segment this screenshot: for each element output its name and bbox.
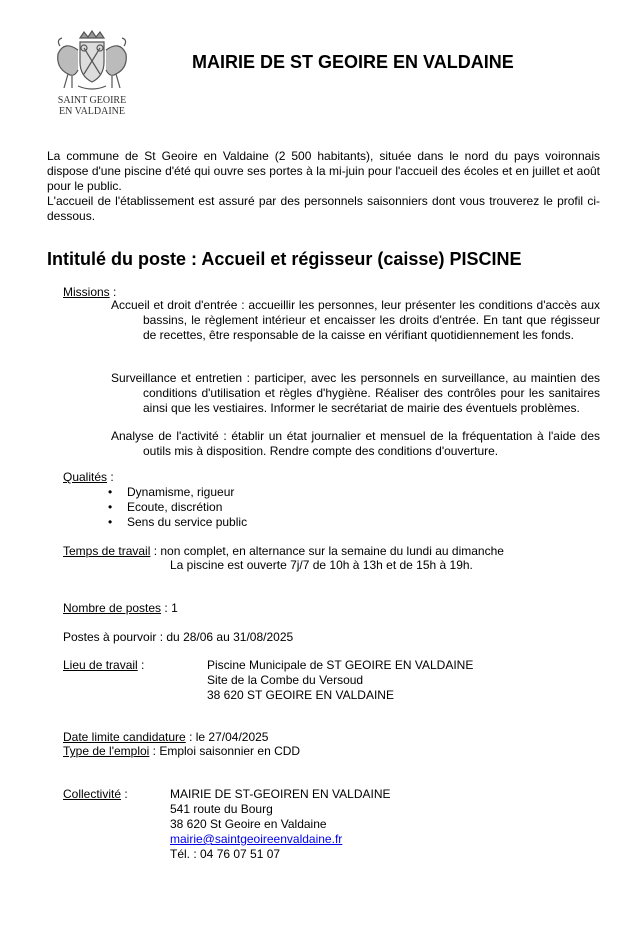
- list-item: • Sens du service public: [108, 515, 247, 530]
- postes-a-pourvoir: Postes à pourvoir : du 28/06 au 31/08/2025: [63, 630, 294, 644]
- collectivite-label-text: Collectivité: [63, 787, 122, 801]
- logo-line-2: EN VALDAINE: [58, 106, 125, 117]
- lieu-line-3: 38 620 ST GEOIRE EN VALDAINE: [207, 688, 394, 702]
- logo-line-1: SAINT GEOIRE: [57, 95, 127, 106]
- lieu-line-2: Site de la Combe du Versoud: [207, 673, 364, 687]
- nombre-value: : 1: [161, 601, 178, 615]
- lieu-label-text: Lieu de travail: [63, 658, 138, 672]
- missions-label: [63, 285, 116, 300]
- type-emploi: [63, 744, 300, 759]
- email-link[interactable]: mairie@saintgeoireenvaldaine.fr: [170, 832, 343, 846]
- lieu-label-sep: :: [137, 658, 145, 672]
- collectivite-tel: Tél. : 04 76 07 51 07: [170, 847, 281, 861]
- collectivite-addr-2: 38 620 St Geoire en Valdaine: [170, 817, 327, 831]
- type-emploi-value: : Emploi saisonnier en CDD: [149, 744, 301, 758]
- intro-paragraph-2: L'accueil de l'établissement est assuré par des personnels saisonniers dont vous trouverez le profil ci-dessous.: [47, 194, 600, 223]
- temps-value: : non complet, en alternance sur la semaine du lundi au dimanche: [150, 544, 504, 558]
- nombre-postes: [63, 601, 178, 616]
- lieu-label: [63, 658, 144, 673]
- collectivite-addr-1: 541 route du Bourg: [170, 802, 273, 816]
- collectivite-block: [170, 787, 391, 862]
- logo-text: [52, 95, 132, 117]
- mission-item-analyse: Analyse de l'activité : établir un état journalier et mensuel de la fréquentation à l'aide des outils mis à disposition. Rendre compte des conditions d'ouverture.: [111, 429, 600, 458]
- intro-paragraph-1: La commune de St Geoire en Valdaine (2 500 habitants), située dans le nord du pays voironnais dispose d'une piscine d'été qui ouvre ses portes à la mi-juin pour l'accueil des écoles et en juillet et août pour le public.: [47, 149, 600, 193]
- temps-value-2: La piscine est ouverte 7j/7 de 10h à 13h et de 15h à 19h.: [170, 558, 473, 572]
- qualites-label: [63, 470, 114, 485]
- collectivite-label-sep: :: [121, 787, 128, 801]
- missions-label-sep: :: [109, 285, 117, 299]
- page-title: MAIRIE DE ST GEOIRE EN VALDAINE: [192, 52, 514, 72]
- collectivite-name: MAIRIE DE ST-GEOIREN EN VALDAINE: [170, 787, 391, 801]
- job-title-heading: Intitulé du poste : Accueil et régisseur (caisse) PISCINE: [47, 249, 522, 269]
- list-item: • Ecoute, discrétion: [108, 500, 247, 515]
- intro-text: [47, 149, 600, 224]
- list-item: • Dynamisme, rigueur: [108, 485, 247, 500]
- type-emploi-label: Type de l'emploi: [63, 744, 150, 758]
- date-limite-value: : le 27/04/2025: [185, 730, 269, 744]
- qualites-label-sep: :: [107, 470, 114, 484]
- nombre-label: Nombre de postes: [63, 601, 162, 615]
- lieu-line-1: Piscine Municipale de ST GEOIRE EN VALDAINE: [207, 658, 474, 672]
- lieu-address: [207, 658, 473, 703]
- coat-of-arms-icon: [50, 30, 134, 96]
- temps-label: Temps de travail: [63, 544, 151, 558]
- date-limite-label: Date limite candidature: [63, 730, 186, 744]
- qualites-list: [108, 485, 247, 530]
- temps-de-travail: [63, 544, 504, 559]
- qualites-label-text: Qualités: [63, 470, 108, 484]
- mission-item-surveillance: Surveillance et entretien : participer, avec les personnels en surveillance, au maintien des conditions d'utilisation et règles d'hygiène. Réaliser des contrôles pour les sanitaires ainsi que les vestiaires. Informer le secrétariat de mairie des éventuels problèmes.: [111, 371, 600, 415]
- mission-item-accueil: Accueil et droit d'entrée : accueillir les personnes, leur présenter les conditions d'accès aux bassins, le règlement intérieur et encaisser les droits d'entrée. En tant que régisseur de recettes, être responsable de la caisse en vérifiant quotidiennement les fonds.: [111, 298, 600, 342]
- collectivite-label: [63, 787, 128, 802]
- missions-label-text: Missions: [63, 285, 110, 299]
- date-limite: [63, 730, 268, 745]
